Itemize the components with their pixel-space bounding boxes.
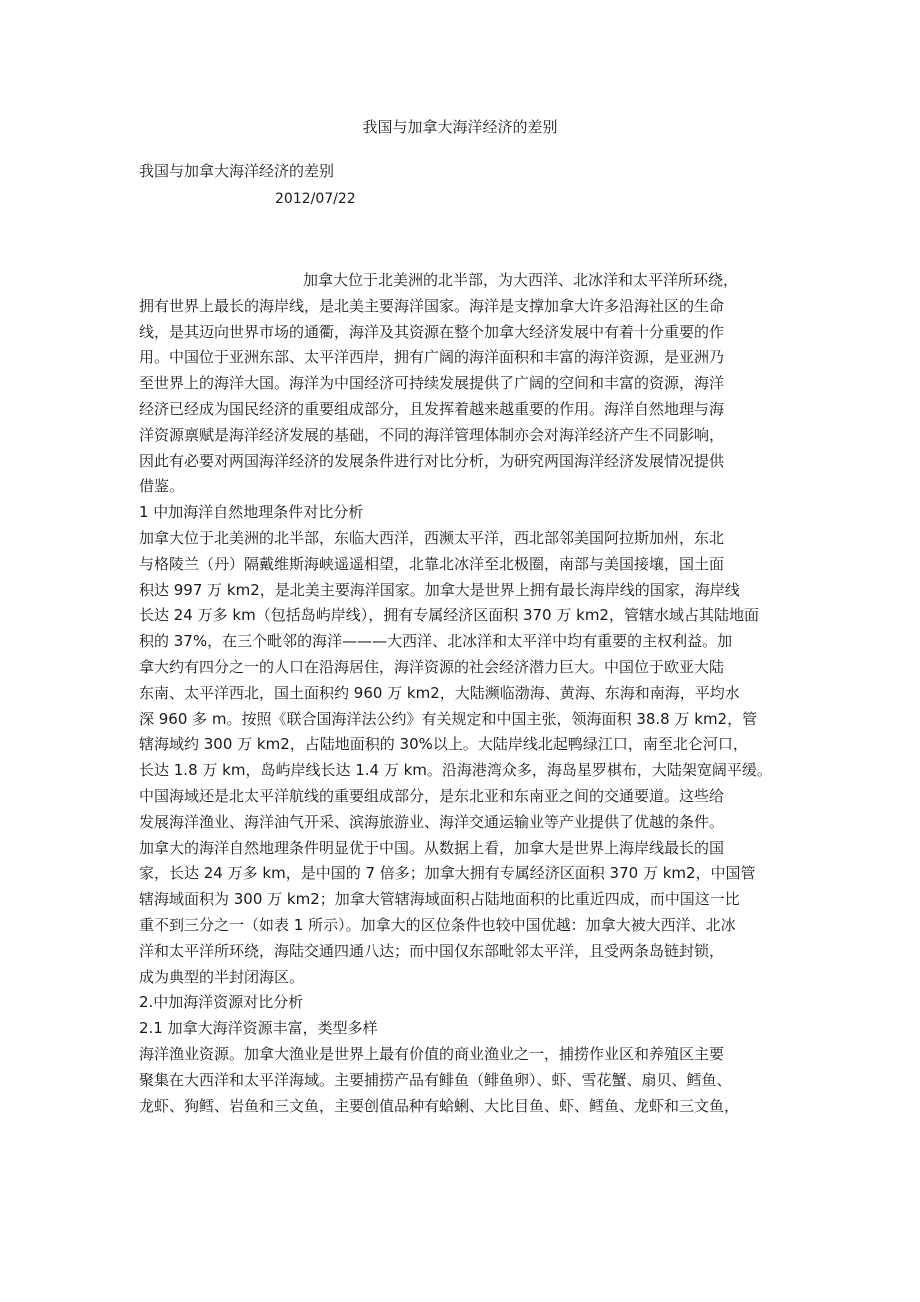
body-line: 洋和太平洋所环绕，海陆交通四通八达；而中国仅东部毗邻太平洋，且受两条岛链封锁， [139, 941, 725, 960]
body-line: 辖海域面积为 300 万 km2；加拿大管辖海域面积占陆地面积的比重近四成，而中国这一比 [139, 890, 740, 909]
body-line: 经济已经成为国民经济的重要组成部分，且发挥着越来越重要的作用。海洋自然地理与海 [139, 399, 725, 418]
document-title: 我国与加拿大海洋经济的差别 [362, 118, 558, 136]
body-line: 积达 997 万 km2，是北美主要海洋国家。加拿大是世界上拥有最长海岸线的国家，海岸线 [139, 580, 740, 599]
body-line: 线，是其迈向世界市场的通衢，海洋及其资源在整个加拿大经济发展中有着十分重要的作 [139, 322, 725, 341]
article-date: 2012/07/22 [275, 191, 356, 207]
body-line: 发展海洋渔业、海洋油气开采、滨海旅游业、海洋交通运输业等产业提供了优越的条件。 [139, 812, 725, 831]
subsection-heading: 2.1 加拿大海洋资源丰富，类型多样 [139, 1019, 378, 1038]
body-line: 辖海域约 300 万 km2，占陆地面积的 30%以上。大陆岸线北起鸭绿江口，南至北仑河口， [139, 735, 748, 754]
article-subtitle: 我国与加拿大海洋经济的差别 [139, 162, 335, 180]
body-line: 至世界上的海洋大国。海洋为中国经济可持续发展提供了广阔的空间和丰富的资源，海洋 [139, 374, 725, 393]
body-line: 借鉴。 [139, 477, 185, 496]
body-line: 加拿大的海洋自然地理条件明显优于中国。从数据上看，加拿大是世界上海岸线最长的国 [139, 838, 725, 857]
section-heading: 2.中加海洋资源对比分析 [139, 993, 304, 1012]
section-heading: 1 中加海洋自然地理条件对比分析 [139, 503, 364, 522]
body-line: 家，长达 24 万多 km，是中国的 7 倍多；加拿大拥有专属经济区面积 370 万 km2，中国管 [139, 864, 756, 883]
body-line: 加拿大位于北美洲的北半部，为大西洋、北冰洋和太平洋所环绕， [303, 271, 739, 289]
body-line: 中国海域还是北太平洋航线的重要组成部分，是东北亚和东南亚之间的交通要道。这些给 [139, 786, 725, 805]
article-body [139, 268, 799, 1119]
body-line: 拥有世界上最长的海岸线，是北美主要海洋国家。海洋是支撑加拿大许多沿海社区的生命 [139, 296, 725, 315]
body-line: 长达 1.8 万 km，岛屿岸线长达 1.4 万 km。沿海港湾众多，海岛星罗棋布，大陆架宽阔平缓。 [139, 761, 772, 780]
body-line: 因此有必要对两国海洋经济的发展条件进行对比分析，为研究两国海洋经济发展情况提供 [139, 451, 725, 470]
body-line: 龙虾、狗鳕、岩鱼和三文鱼，主要创值品种有蛤蜊、大比目鱼、虾、鳕鱼、龙虾和三文鱼， [139, 1096, 740, 1115]
body-line: 拿大约有四分之一的人口在沿海居住，海洋资源的社会经济潜力巨大。中国位于欧亚大陆 [139, 657, 725, 676]
body-line: 长达 24 万多 km（包括岛屿岸线），拥有专属经济区面积 370 万 km2，管辖水域占其陆地面 [139, 606, 759, 625]
body-line: 深 960 多 m。按照《联合国海洋法公约》有关规定和中国主张，领海面积 38.8 万 km2，管 [139, 709, 758, 728]
body-line: 洋资源禀赋是海洋经济发展的基础，不同的海洋管理体制亦会对海洋经济产生不同影响， [139, 425, 725, 444]
body-line: 加拿大位于北美洲的北半部，东临大西洋，西濒太平洋，西北部邻美国阿拉斯加州，东北 [139, 528, 725, 547]
body-line: 成为典型的半封闭海区。 [139, 967, 305, 986]
body-line: 用。中国位于亚洲东部、太平洋西岸，拥有广阔的海洋面积和丰富的海洋资源，是亚洲乃 [139, 348, 725, 367]
body-line: 海洋渔业资源。加拿大渔业是世界上最有价值的商业渔业之一，捕捞作业区和养殖区主要 [139, 1044, 725, 1063]
body-line: 重不到三分之一（如表 1 所示）。加拿大的区位条件也较中国优越：加拿大被大西洋、北冰 [139, 915, 736, 934]
body-line: 与格陵兰（丹）隔戴维斯海峡遥遥相望，北靠北冰洋至北极圈，南部与美国接壤，国土面 [139, 554, 725, 573]
body-line: 聚集在大西洋和太平洋海域。主要捕捞产品有鲱鱼（鲱鱼卵）、虾、雪花蟹、扇贝、鳕鱼、 [139, 1070, 732, 1089]
body-line: 积的 37%，在三个毗邻的海洋———大西洋、北冰洋和太平洋中均有重要的主权利益。加 [139, 632, 733, 651]
body-line: 东南、太平洋西北，国土面积约 960 万 km2，大陆濒临渤海、黄海、东海和南海，平均水 [139, 683, 740, 702]
